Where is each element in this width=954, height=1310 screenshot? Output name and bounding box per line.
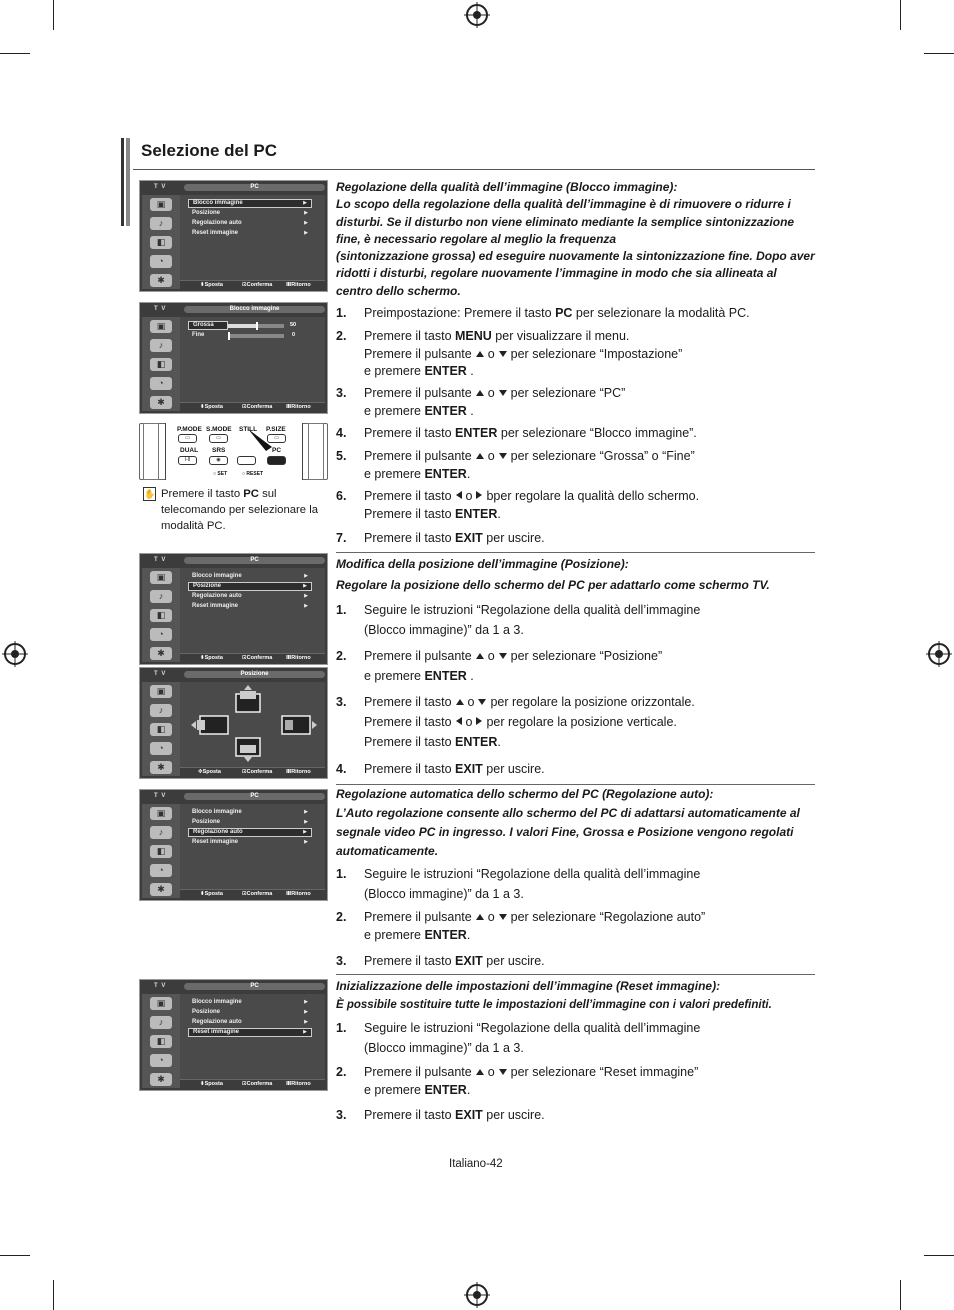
up-arrow-icon	[476, 390, 484, 396]
right-arrow-icon	[476, 717, 482, 725]
osd-screen-regolazione-auto	[139, 789, 328, 901]
clock-icon: ◔	[150, 255, 172, 268]
up-arrow-icon	[476, 1069, 484, 1075]
remote-control-illustration	[139, 423, 328, 480]
osd-item: Posizione ▶	[192, 210, 308, 216]
registration-mark-icon	[466, 1284, 488, 1306]
clock-icon: ◔	[150, 377, 172, 390]
up-arrow-icon	[476, 653, 484, 659]
osd-tv-label: T V	[154, 184, 167, 190]
up-arrow-icon	[476, 351, 484, 357]
clock-icon: ◔	[150, 628, 172, 641]
sound-icon: ♪	[150, 704, 172, 717]
setup-icon: ✱	[150, 883, 172, 896]
slider-fill	[228, 324, 256, 328]
pointer-arrow-icon	[244, 427, 284, 457]
osd-tv-label: T V	[154, 983, 167, 989]
grossa-value: 50	[290, 322, 297, 328]
osd-item: Posizione ▶	[188, 582, 312, 591]
down-arrow-icon	[499, 453, 507, 459]
osd-item: Reset immagine ▶	[192, 603, 308, 609]
osd-item: Reset immagine ▶	[192, 230, 308, 236]
osd-item: Reset immagine ▶	[188, 1028, 312, 1037]
osd-sidebar	[142, 317, 180, 411]
down-arrow-icon	[499, 1069, 507, 1075]
section-divider	[336, 974, 815, 975]
osd-screen-pc-menu-posizione	[139, 553, 328, 665]
page-number: Italiano-42	[449, 1158, 503, 1170]
osd-item: Blocco immagine ▶	[188, 199, 312, 208]
osd-sidebar	[142, 568, 180, 662]
osd-screen-posizione	[139, 667, 328, 779]
osd-sidebar	[142, 195, 180, 289]
crop-mark	[0, 1255, 30, 1256]
up-arrow-icon	[476, 453, 484, 459]
osd-item: Regolazione auto ▶	[192, 593, 308, 599]
setup-icon: ✱	[150, 761, 172, 774]
osd-header: Posizione	[184, 671, 325, 678]
channel-icon: ◧	[150, 845, 172, 858]
crop-mark	[900, 1280, 901, 1310]
picture-icon: ▣	[150, 685, 172, 698]
down-arrow-icon	[499, 653, 507, 659]
osd-tv-label: T V	[154, 306, 167, 312]
osd-item: Regolazione auto ▶	[188, 828, 312, 837]
fine-value: 0	[292, 332, 296, 338]
fine-slider	[228, 334, 284, 338]
crop-mark	[53, 0, 54, 30]
position-arrows-icon	[180, 682, 325, 768]
osd-footer: ✥ Sposta ⊡ Conferma Ⅲ Ritorno	[180, 767, 325, 776]
crop-mark	[900, 0, 901, 30]
remote-pmode-label: P.MODE	[177, 426, 202, 433]
up-arrow-icon	[476, 914, 484, 920]
crop-mark	[924, 1255, 954, 1256]
remote-psize-label: P.SIZE	[266, 426, 286, 433]
osd-main	[180, 195, 325, 280]
osd-item-fine: Fine	[192, 332, 205, 338]
section-heading-regolazione-auto: Regolazione automatica dello schermo del PC (Regolazione auto): L’Auto regolazione consente allo schermo del PC di adattarsi automaticamente al segnale video PC in ingresso. I valori Fine, Grossa e Posizione vengono regolati automaticamente.	[336, 787, 800, 858]
osd-footer: ⬍ Sposta ⊡ Conferma Ⅲ Ritorno	[180, 280, 325, 289]
picture-icon: ▣	[150, 198, 172, 211]
osd-item: Blocco immagine ▶	[192, 809, 308, 815]
right-arrow-icon	[476, 491, 482, 499]
crop-mark	[924, 53, 954, 54]
osd-item: Regolazione auto ▶	[192, 220, 308, 226]
left-arrow-icon	[456, 717, 462, 725]
setup-icon: ✱	[150, 396, 172, 409]
osd-tv-label: T V	[154, 557, 167, 563]
slider-knob	[228, 332, 230, 340]
title-accent-bar	[121, 138, 130, 226]
osd-tv-label: T V	[154, 671, 167, 677]
osd-item: Posizione ▶	[192, 819, 308, 825]
osd-sidebar	[142, 804, 180, 898]
smode-key: ▭	[209, 434, 228, 443]
channel-icon: ◧	[150, 609, 172, 622]
note-hand-icon: ✋	[144, 489, 156, 499]
remote-srs-label: SRS	[212, 447, 226, 454]
remote-smode-label: S.MODE	[206, 426, 232, 433]
osd-item: Reset immagine ▶	[192, 839, 308, 845]
down-arrow-icon	[499, 351, 507, 357]
note-text: Premere il tasto PC sul telecomando per selezionare la modalità PC.	[161, 488, 318, 532]
grossa-slider	[228, 324, 284, 328]
osd-screen-blocco-immagine	[139, 302, 328, 414]
clock-icon: ◔	[150, 864, 172, 877]
picture-icon: ▣	[150, 807, 172, 820]
osd-header: Blocco immagine	[184, 306, 325, 313]
remote-dual-label: DUAL	[180, 447, 199, 454]
osd-item: Blocco immagine ▶	[192, 573, 308, 579]
picture-icon: ▣	[150, 320, 172, 333]
setup-icon: ✱	[150, 1073, 172, 1086]
dual-key: I-II	[178, 456, 197, 465]
pc-key	[267, 456, 286, 465]
osd-header: PC	[184, 557, 325, 564]
channel-icon: ◧	[150, 236, 172, 249]
crop-mark	[0, 53, 30, 54]
osd-item: Blocco immagine ▶	[192, 999, 308, 1005]
osd-footer: ⬍ Sposta ⊡ Conferma Ⅲ Ritorno	[180, 889, 325, 898]
remote-reset-label: ○ RESET	[242, 471, 264, 477]
down-arrow-icon	[478, 699, 486, 705]
channel-icon: ◧	[150, 358, 172, 371]
osd-main	[180, 994, 325, 1079]
osd-footer: ⬍ Sposta ⊡ Conferma Ⅲ Ritorno	[180, 653, 325, 662]
sound-icon: ♪	[150, 217, 172, 230]
osd-main	[180, 568, 325, 653]
section-heading-reset-immagine: Inizializzazione delle impostazioni dell’immagine (Reset immagine): È possibile sostituire tutte le impostazioni dell’immagine con i valori predefiniti.	[336, 979, 772, 1011]
crop-mark	[53, 1280, 54, 1310]
channel-icon: ◧	[150, 1035, 172, 1048]
osd-tv-label: T V	[154, 793, 167, 799]
osd-header: PC	[184, 184, 325, 191]
slider-knob	[256, 322, 258, 330]
sound-icon: ♪	[150, 339, 172, 352]
clock-icon: ◔	[150, 742, 172, 755]
section-heading-blocco: Regolazione della qualità dell’immagine (Blocco immagine): Lo scopo della regolazione della qualità dell’immagine è di rimuovere o ridurre i disturbi. Se il disturbo non viene eliminato mediante la semplice sintonizzazione fine, è necessario regolare al meglio la frequenza (sintonizzazione grossa) ed eseguire nuovamente la sintonizzazione fine. Dopo aver ridotti i disturbi, regolare nuovamente l’immagine in modo che sia allineata al centro dello schermo.	[336, 180, 815, 298]
srs-key: ◉	[209, 456, 228, 465]
remote-pc-label: PC	[272, 447, 282, 454]
setup-icon: ✱	[150, 647, 172, 660]
osd-header: PC	[184, 983, 325, 990]
osd-item: Regolazione auto ▶	[192, 1019, 308, 1025]
left-arrow-icon	[456, 491, 462, 499]
down-arrow-icon	[499, 914, 507, 920]
registration-mark-icon	[466, 4, 488, 26]
sound-icon: ♪	[150, 826, 172, 839]
channel-icon: ◧	[150, 723, 172, 736]
down-arrow-icon	[499, 390, 507, 396]
setup-icon: ✱	[150, 274, 172, 287]
osd-main	[180, 804, 325, 889]
osd-footer: ⬍ Sposta ⊡ Conferma Ⅲ Ritorno	[180, 1079, 325, 1088]
osd-sidebar	[142, 994, 180, 1088]
osd-main	[180, 682, 325, 767]
sound-icon: ♪	[150, 1016, 172, 1029]
osd-footer: ⬍ Sposta ⊡ Conferma Ⅲ Ritorno	[180, 402, 325, 411]
osd-header: PC	[184, 793, 325, 800]
up-arrow-icon	[456, 699, 464, 705]
pmode-key: ▭	[178, 434, 197, 443]
section-divider	[336, 552, 815, 553]
osd-screen-reset-immagine	[139, 979, 328, 1091]
picture-icon: ▣	[150, 997, 172, 1010]
registration-mark-icon	[4, 643, 26, 665]
osd-screen-pc-menu	[139, 180, 328, 292]
picture-icon: ▣	[150, 571, 172, 584]
osd-item: Posizione ▶	[192, 1009, 308, 1015]
clock-icon: ◔	[150, 1054, 172, 1067]
psize-key: ▭	[267, 434, 286, 443]
remote-set-label: ○ SET	[213, 471, 228, 477]
section-heading-posizione: Modifica della posizione dell’immagine (Posizione): Regolare la posizione dello schermo del PC per adattarlo come schermo TV.	[336, 557, 770, 593]
sound-icon: ♪	[150, 590, 172, 603]
osd-sidebar	[142, 682, 180, 776]
registration-mark-icon	[928, 643, 950, 665]
remote-still-label: STILL	[239, 426, 258, 433]
still-key	[237, 456, 256, 465]
osd-item-grossa: Grossa	[188, 321, 228, 330]
page-title: Selezione del PC	[141, 141, 278, 160]
title-rule	[133, 169, 815, 170]
osd-main	[180, 317, 325, 402]
